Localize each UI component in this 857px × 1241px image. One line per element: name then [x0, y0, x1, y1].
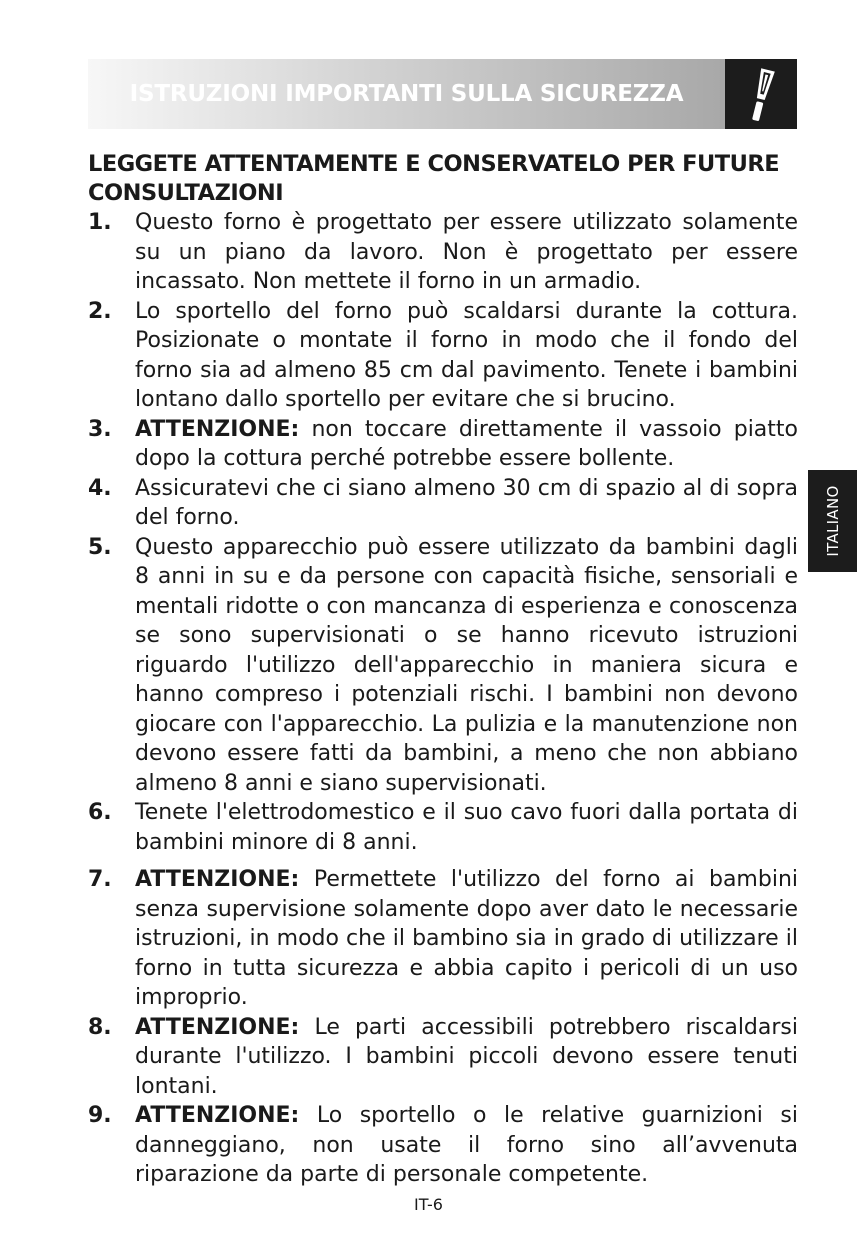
- intro-heading: LEGGETE ATTENTAMENTE E CONSERVATELO PER FUTURE CONSULTAZIONI: [88, 151, 780, 206]
- item-text: Permettete l'utilizzo del forno ai bambini senza supervisione solamente dopo aver dato le necessarie istruzioni, in modo che il bambino sia in grado di utilizzare il forno in tutta sicurezza e abbia capito i pericoli di un uso improprio.: [135, 867, 798, 1010]
- item-number: 3.: [88, 416, 112, 442]
- list-item: [88, 474, 798, 533]
- list-item: [88, 1101, 798, 1190]
- item-number: 4.: [88, 475, 112, 501]
- item-text: Lo sportello del forno può scaldarsi durante la cottura. Posizionate o montate il forno in modo che il fondo del forno sia ad almeno 85 cm dal pavimento. Tenete i bambini lontano dallo sportello per evitare che si brucino.: [135, 298, 798, 412]
- item-number: 8.: [88, 1014, 112, 1040]
- list-item: [88, 297, 798, 415]
- item-text: Questo forno è progettato per essere utilizzato solamente su un piano da lavoro. Non è progettato per essere incassato. Non mettete il forno in un armadio.: [135, 210, 798, 294]
- item-number: 1.: [88, 210, 112, 235]
- item-number: 5.: [88, 534, 112, 560]
- item-text: Assicuratevi che ci siano almeno 30 cm di spazio al di sopra del forno.: [135, 475, 798, 530]
- page-title: ISTRUZIONI IMPORTANTI SULLA SICUREZZA: [129, 81, 684, 107]
- item-number: 7.: [88, 867, 112, 892]
- list-item: [88, 208, 798, 297]
- item-text: Tenete l'elettrodomestico e il suo cavo fuori dalla portata di bambini minore di 8 anni.: [135, 800, 798, 855]
- item-text: Questo apparecchio può essere utilizzato da bambini dagli 8 anni in su e da persone con capacità fisiche, sensoriali e mentali ridotte o con mancanza di esperienza e conoscenza se sono supervisionati o se hanno ricevuto istruzioni riguardo l'utilizzo dell'apparecchio in maniera sicura e hanno compreso i potenziali rischi. I bambini non devono giocare con l'apparecchio. La pulizia e la manutenzione non devono essere fatti da bambini, a meno che non abbiano almeno 8 anni e siano supervisionati.: [135, 534, 798, 796]
- warning-label: ATTENZIONE:: [135, 867, 300, 892]
- item-number: 9.: [88, 1103, 112, 1128]
- instructions-list: [88, 208, 798, 1190]
- list-item: [88, 798, 798, 857]
- warning-icon-box: [725, 59, 797, 129]
- item-text: Lo sportello o le relative guarnizioni si danneggiano, non usate il forno sino all’avvenuta riparazione da parte di personale competente.: [135, 1103, 798, 1187]
- list-item: [88, 865, 798, 1013]
- page-number: IT-6: [414, 1195, 443, 1214]
- header-band: [88, 59, 725, 129]
- warning-exclamation-icon: [725, 59, 797, 129]
- language-label: ITALIANO: [823, 485, 842, 557]
- warning-label: ATTENZIONE:: [135, 1014, 300, 1040]
- instructions-section: [88, 150, 798, 1190]
- item-text: Le parti accessibili potrebbero riscaldarsi durante l'utilizzo. I bambini piccoli devono essere tenuti lontani.: [135, 1014, 798, 1099]
- warning-label: ATTENZIONE:: [135, 1103, 300, 1128]
- item-number: 6.: [88, 800, 112, 825]
- list-item: [88, 415, 798, 474]
- language-tab: [808, 470, 857, 572]
- item-text: non toccare direttamente il vassoio piatto dopo la cottura perché potrebbe essere bollente.: [135, 416, 798, 471]
- list-item: [88, 533, 798, 799]
- list-item: [88, 1013, 798, 1102]
- warning-label: ATTENZIONE:: [135, 416, 300, 442]
- item-number: 2.: [88, 298, 112, 324]
